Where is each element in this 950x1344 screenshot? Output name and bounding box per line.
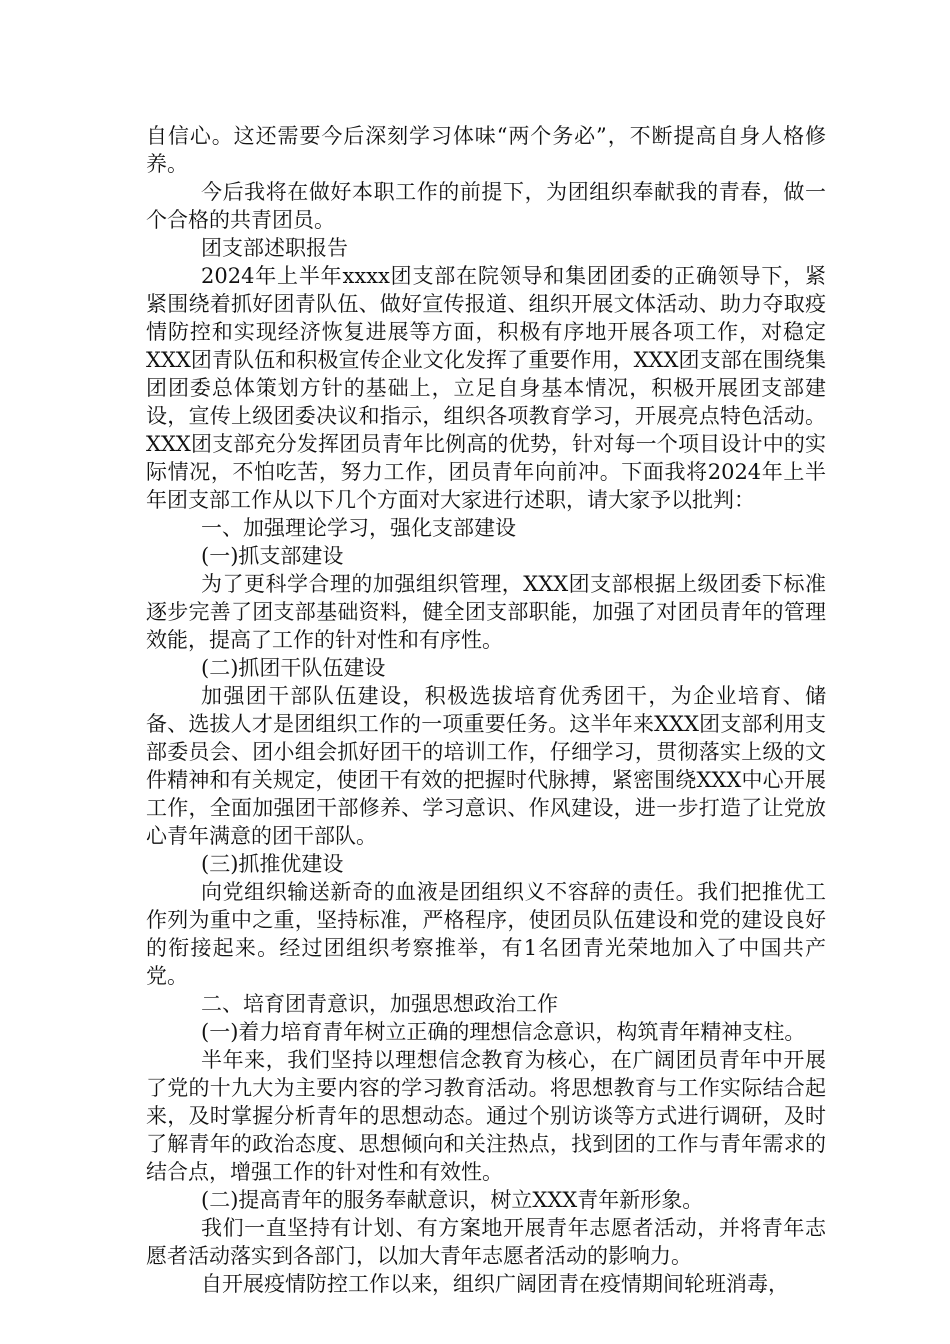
subheading: (二)抓团干队伍建设 <box>201 656 386 680</box>
subheading: (一)抓支部建设 <box>201 544 344 568</box>
subheading: (一)着力培育青年树立正确的理想信念意识，构筑青年精神支柱。 <box>201 1020 806 1044</box>
paragraph: 加强团干部队伍建设，积极选拔培育优秀团干，为企业培育、储备、选拔人才是团组织工作的一项重要任务。这半年来XXX团支部利用支部委员会、团小组会抓好团干的培训工作，仔细学习，贯彻落实上级的文件精神和有关规定，使团干有效的把握时代脉搏，紧密围绕XXX中心开展工作，全面加强团干部修养、学习意识、作风建设，进一步打造了让党放心青年满意的团干部队。 <box>146 684 826 848</box>
paragraph: 我们一直坚持有计划、有方案地开展青年志愿者活动，并将青年志愿者活动落实到各部门，以加大青年志愿者活动的影响力。 <box>146 1216 826 1268</box>
paragraph: 为了更科学合理的加强组织管理，XXX团支部根据上级团委下标准逐步完善了团支部基础资料，健全团支部职能，加强了对团员青年的管理效能，提高了工作的针对性和有序性。 <box>146 572 826 652</box>
subheading: (三)抓推优建设 <box>201 852 344 876</box>
document-page <box>146 122 826 1298</box>
paragraph: 2024年上半年xxxx团支部在院领导和集团团委的正确领导下，紧紧围绕着抓好团青队伍、做好宣传报道、组织开展文体活动、助力夺取疫情防控和实现经济恢复进展等方面，积极有序地开展各项工作，对稳定XXX团青队伍和积极宣传企业文化发挥了重要作用，XXX团支部在围绕集团团委总体策划方针的基础上，立足自身基本情况，积极开展团支部建设，宣传上级团委决议和指示，组织各项教育学习，开展亮点特色活动。XXX团支部充分发挥团员青年比例高的优势，针对每一个项目设计中的实际情况，不怕吃苦，努力工作，团员青年向前冲。下面我将2024年上半年团支部工作从以下几个方面对大家进行述职，请大家予以批判： <box>146 264 826 512</box>
heading-1: 一、加强理论学习，强化支部建设 <box>201 516 516 540</box>
subheading: (二)提高青年的服务奉献意识，树立XXX青年新形象。 <box>201 1188 704 1212</box>
paragraph: 自开展疫情防控工作以来，组织广阔团青在疫情期间轮班消毒， <box>201 1272 789 1296</box>
paragraph: 向党组织输送新奇的血液是团组织义不容辞的责任。我们把推优工作列为重中之重，坚持标准，严格程序，使团员队伍建设和党的建设良好的衔接起来。经过团组织考察推举，有1名团青光荣地加入了中国共产党。 <box>146 880 826 988</box>
section-title: 团支部述职报告 <box>201 236 348 260</box>
paragraph: 半年来，我们坚持以理想信念教育为核心，在广阔团员青年中开展了党的十九大为主要内容的学习教育活动。将思想教育与工作实际结合起来，及时掌握分析青年的思想动态。通过个别访谈等方式进行调研，及时了解青年的政治态度、思想倾向和关注热点，找到团的工作与青年需求的结合点，增强工作的针对性和有效性。 <box>146 1048 826 1184</box>
heading-2: 二、培育团青意识，加强思想政治工作 <box>201 992 558 1016</box>
paragraph: 今后我将在做好本职工作的前提下，为团组织奉献我的青春，做一个合格的共青团员。 <box>146 180 826 232</box>
paragraph: 自信心。这还需要今后深刻学习体味“两个务必”，不断提高自身人格修养。 <box>146 124 826 176</box>
